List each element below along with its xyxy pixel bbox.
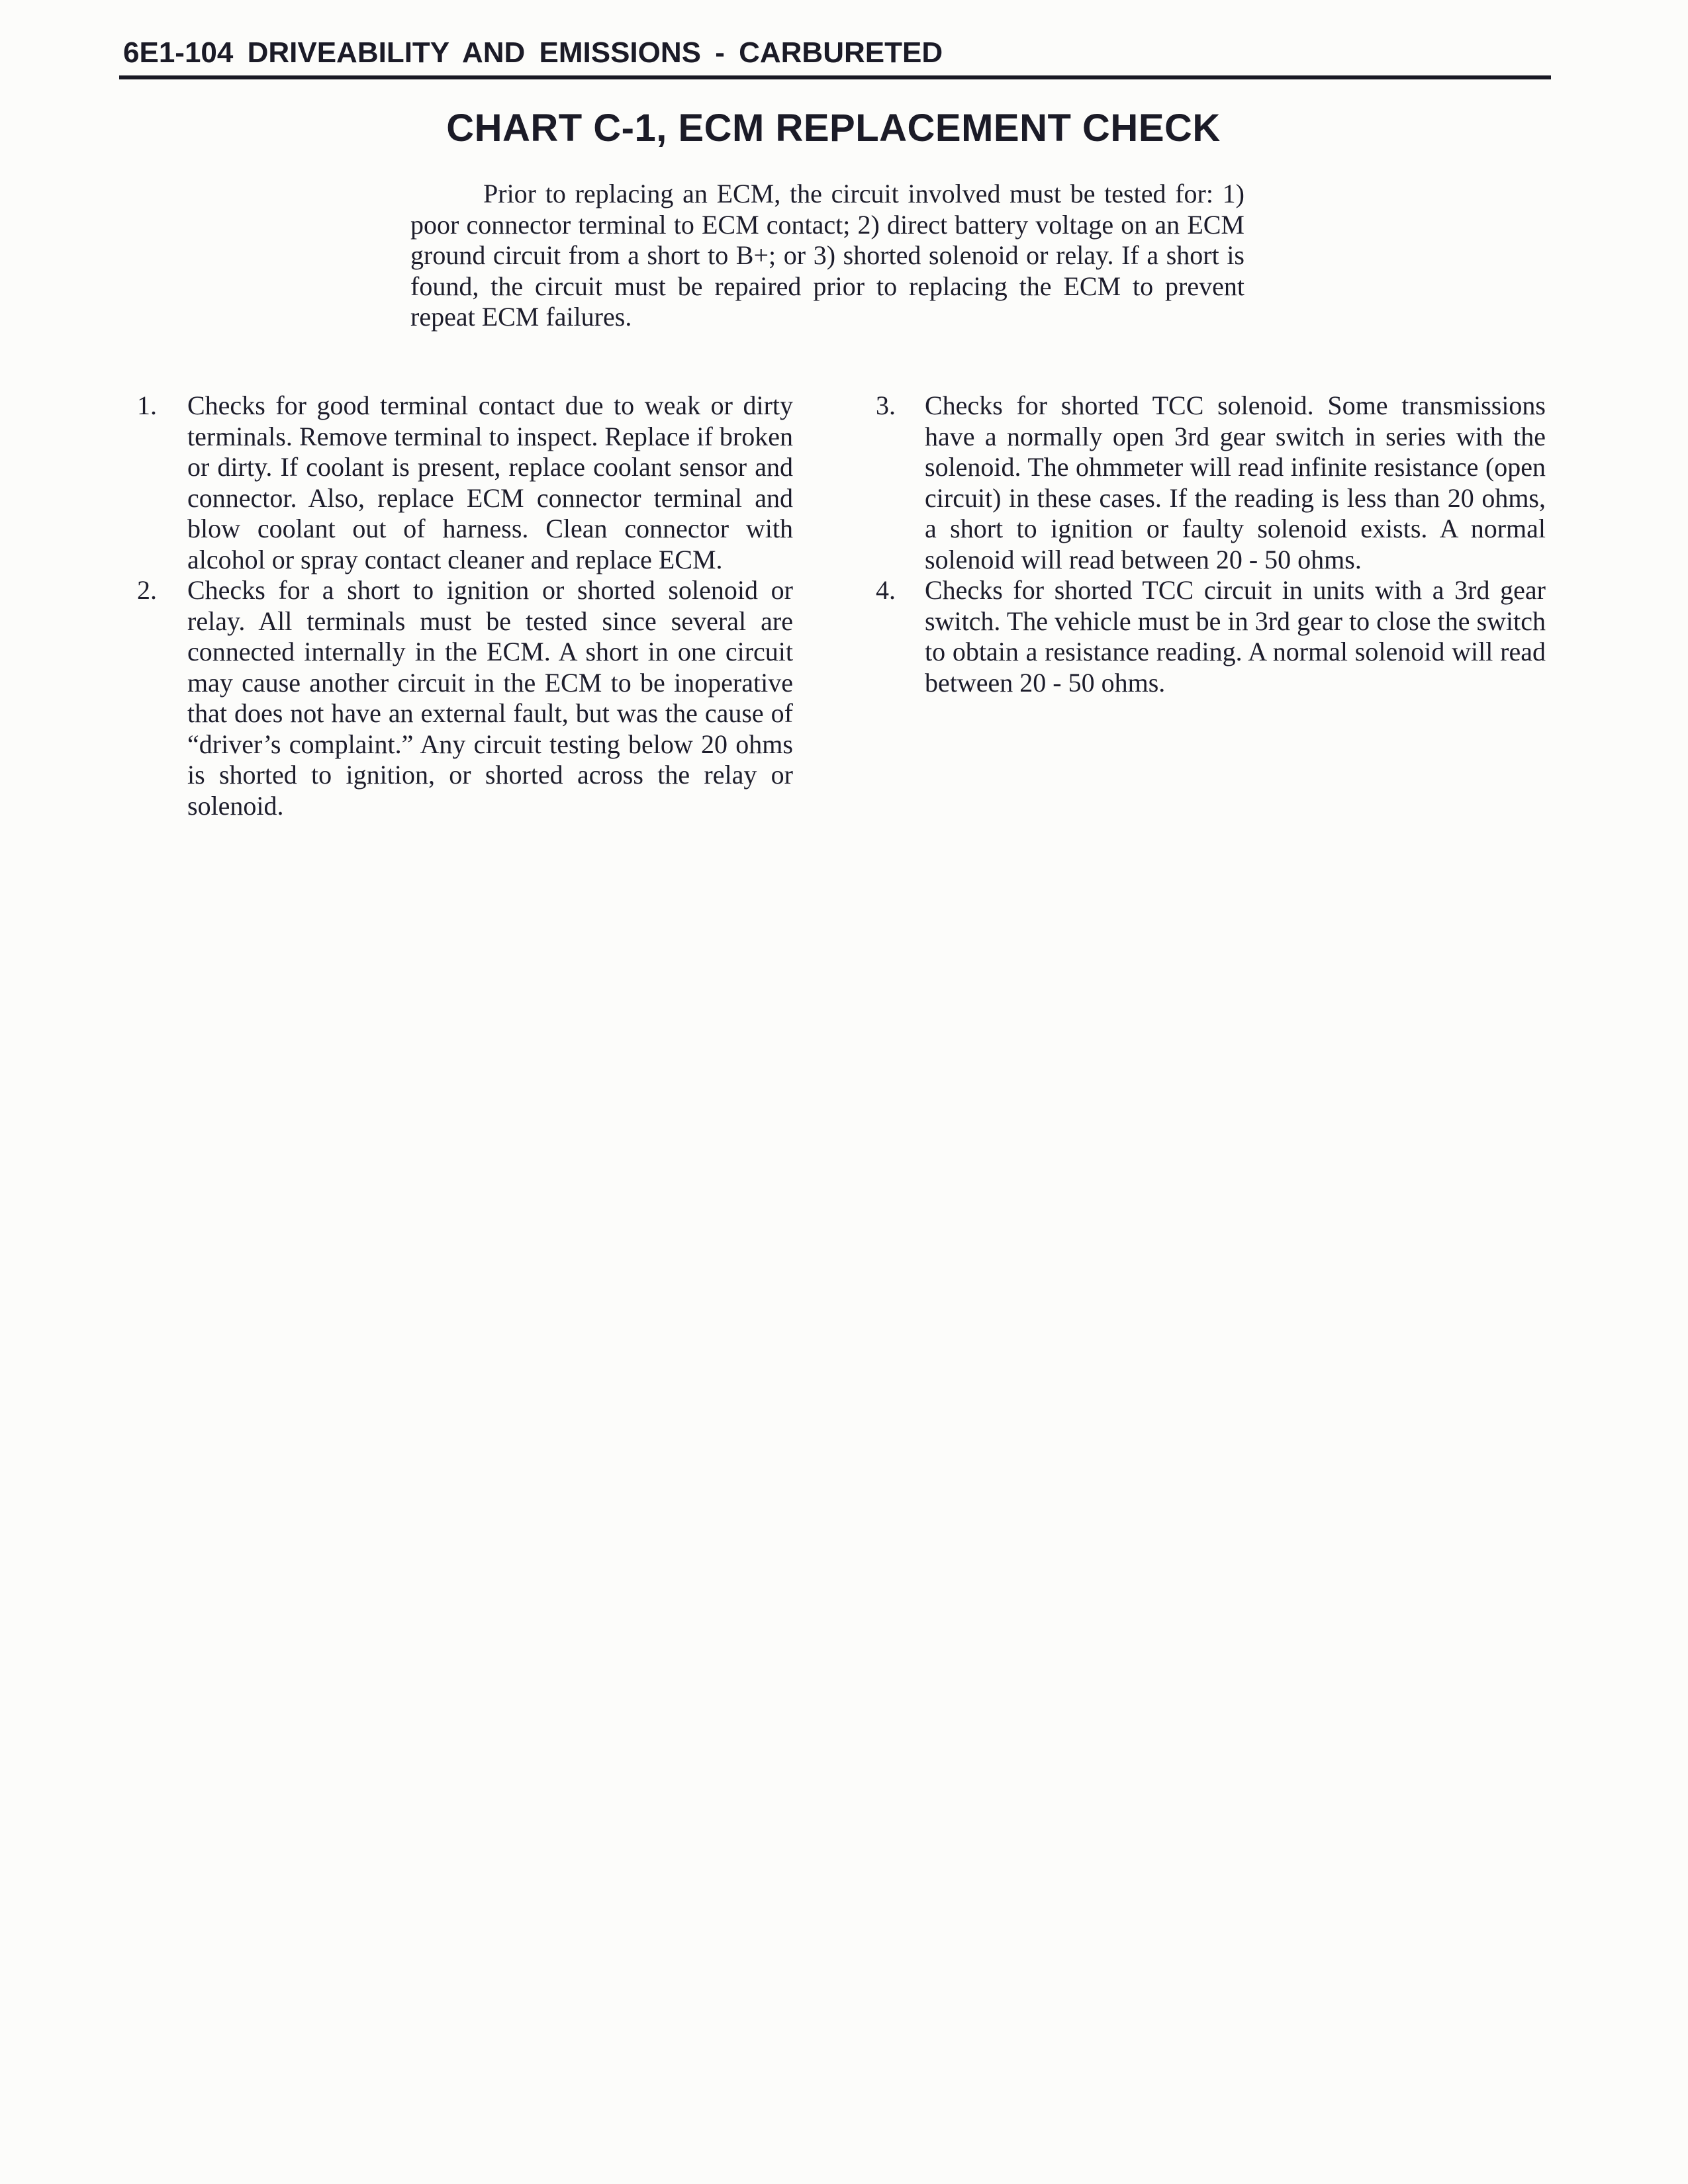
- list-item-number: 2.: [137, 575, 157, 605]
- list-item-number: 4.: [876, 575, 896, 605]
- running-header: 6E1-104 DRIVEABILITY AND EMISSIONS - CARBURETED: [123, 36, 943, 69]
- list-item-text: Checks for good terminal contact due to weak or dirty terminals. Remove terminal to inspect. Replace if broken or dirty. If coolant is present, replace coolant sensor and connector. Also, replace ECM connector terminal and blow coolant out of harness. Clean connector with alcohol or spray contact cleaner and replace ECM.: [187, 390, 793, 574]
- list-item-number: 1.: [137, 390, 157, 420]
- list-item: [137, 390, 793, 575]
- list-item: [137, 575, 793, 821]
- right-column: [876, 390, 1546, 698]
- page-title: CHART C-1, ECM REPLACEMENT CHECK: [446, 107, 1221, 150]
- list-item-text: Checks for shorted TCC circuit in units with a 3rd gear switch. The vehicle must be in 3rd gear to close the switch to obtain a resistance reading. A normal solenoid will read between 20 - 50 ohms.: [925, 575, 1546, 698]
- header-rule: [119, 75, 1551, 79]
- list-item-text: Checks for shorted TCC solenoid. Some transmissions have a normally open 3rd gear switch in series with the solenoid. The ohmmeter will read infinite resistance (open circuit) in these cases. If the reading is less than 20 ohms, a short to ignition or faulty solenoid exists. A normal solenoid will read between 20 - 50 ohms.: [925, 390, 1546, 574]
- list-item: [876, 390, 1546, 575]
- list-item-number: 3.: [876, 390, 896, 420]
- intro-paragraph: Prior to replacing an ECM, the circuit involved must be tested for: 1) poor connector terminal to ECM contact; 2) direct battery voltage on an ECM ground circuit from a short to B+; or 3) shorted solenoid or relay. If a short is found, the circuit must be repaired prior to replacing the ECM to prevent repeat ECM failures.: [410, 179, 1244, 332]
- list-item-text: Checks for a short to ignition or shorted solenoid or relay. All terminals must be tested since several are connected internally in the ECM. A short in one circuit may cause another circuit in the ECM to be inoperative that does not have an external fault, but was the cause of “driver’s complaint.” Any circuit testing below 20 ohms is shorted to ignition, or shorted across the relay or solenoid.: [187, 575, 793, 821]
- left-column: [137, 390, 793, 821]
- list-item: [876, 575, 1546, 698]
